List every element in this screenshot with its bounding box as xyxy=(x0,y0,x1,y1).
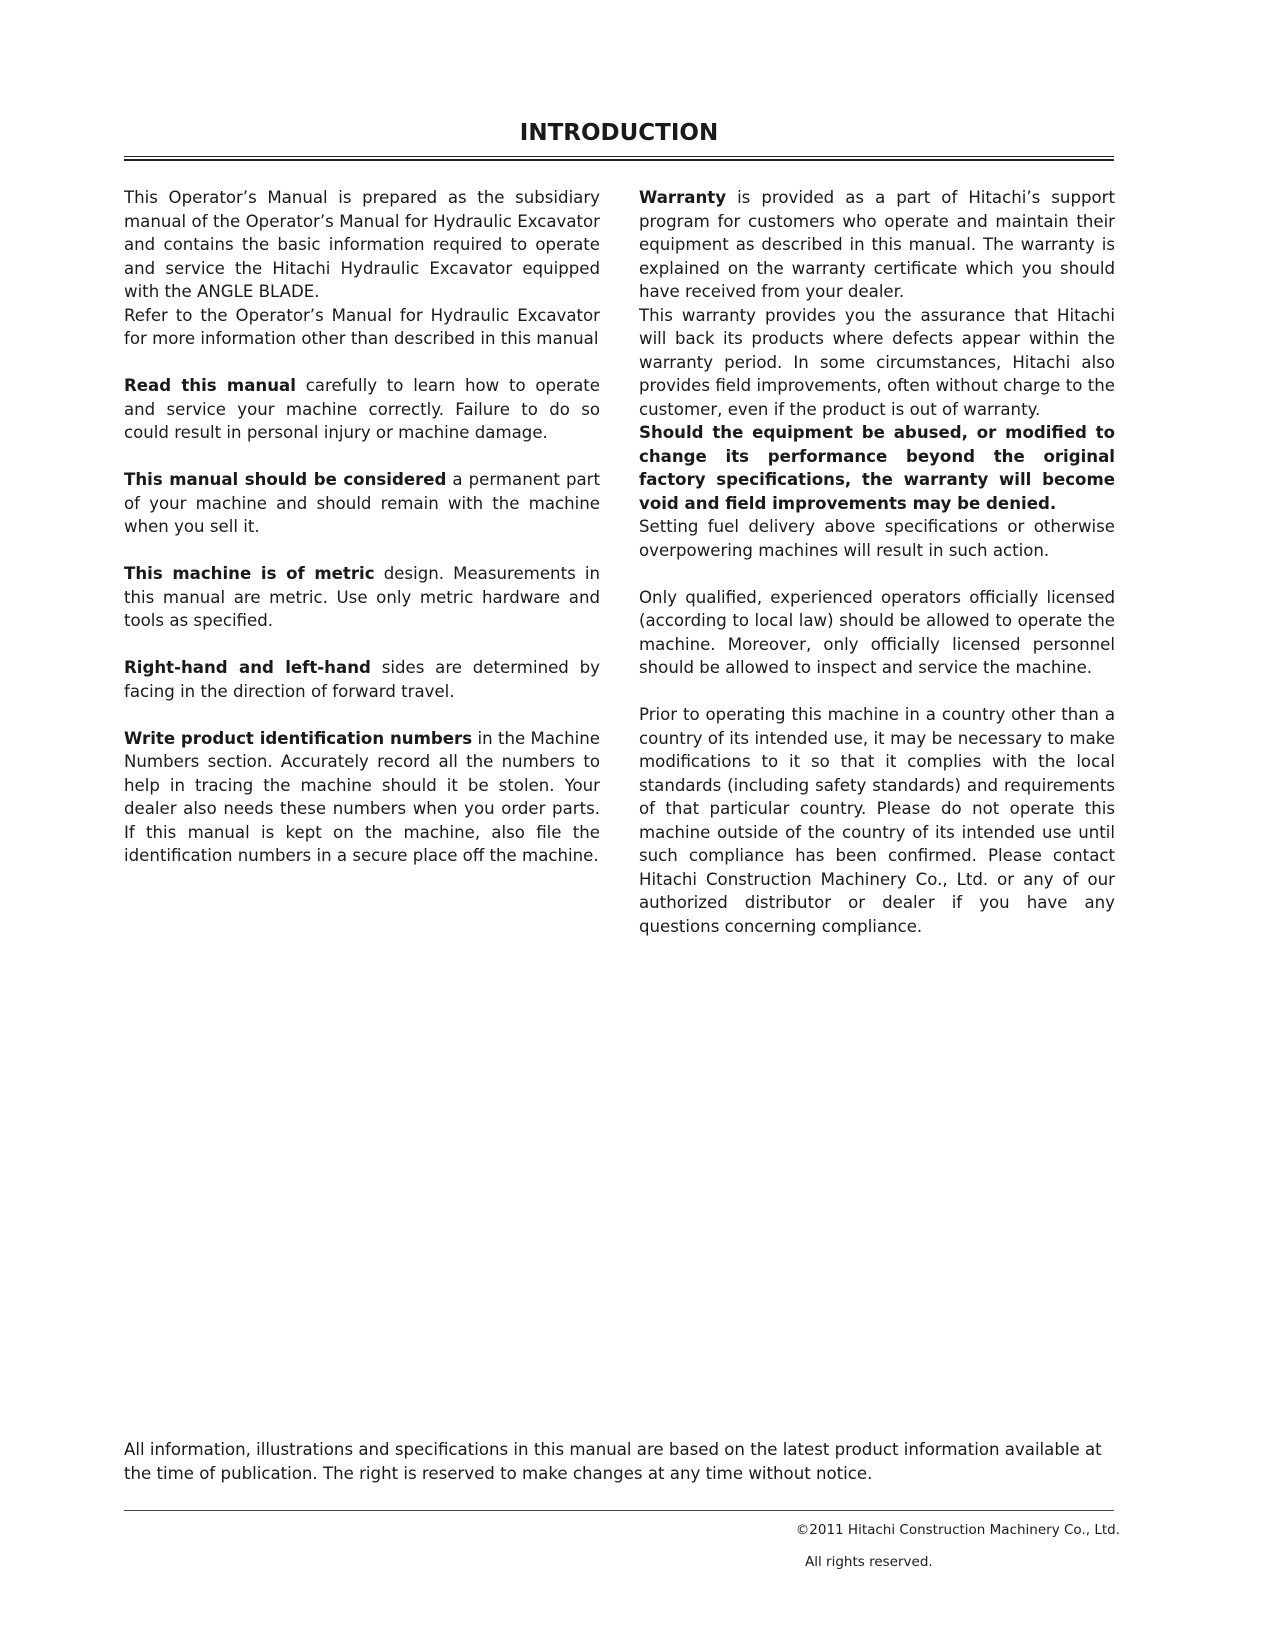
left-column xyxy=(124,186,600,891)
warranty-void-text: Should the equipment be abused, or modified to change its performance beyond the original factory specifications, the warranty will become void and field improvements may be denied. xyxy=(639,423,1115,513)
refer-text: Refer to the Operator’s Manual for Hydraulic Excavator for more information other than described in this manual xyxy=(124,305,600,348)
country-compliance-text: Prior to operating this machine in a country other than a country of its intended use, it may be necessary to make modifications to it so that it complies with the local standards (including safety standards) and requirements of that particular country. Please do not operate this machine outside of the country of its intended use until such compliance has been confirmed. Please contact Hitachi Construction Machinery Co., Ltd. or any of our authorized distributor or dealer if you have any questions concerning compliance. xyxy=(639,705,1115,936)
intro-paragraph xyxy=(124,186,600,304)
fuel-delivery-text: Setting fuel delivery above specifications or otherwise overpowering machines will result in such action. xyxy=(639,517,1115,560)
refer-paragraph xyxy=(124,304,600,351)
read-manual-paragraph xyxy=(124,374,600,445)
identification-paragraph xyxy=(124,727,600,868)
permanent-part-text: a permanent part of your machine and should remain with the machine when you sell it. xyxy=(124,470,600,536)
rights-reserved: All rights reserved. xyxy=(805,1554,933,1570)
permanent-part-paragraph xyxy=(124,468,600,539)
copyright-notice: ©2011 Hitachi Construction Machinery Co., Ltd. xyxy=(795,1522,1120,1538)
qualified-operators-paragraph xyxy=(639,586,1115,680)
country-compliance-paragraph xyxy=(639,703,1115,938)
metric-lead: This machine is of metric xyxy=(124,564,375,583)
sides-text: sides are determined by facing in the direction of forward travel. xyxy=(124,658,600,701)
intro-text: This Operator’s Manual is prepared as the subsidiary manual of the Operator’s Manual for Hydraulic Excavator and contains the basic information required to operate and service the Hitachi Hydraulic Excavator equipped with the ANGLE BLADE. xyxy=(124,188,600,301)
identification-lead: Write product identification numbers xyxy=(124,728,473,748)
permanent-part-lead: This manual should be considered xyxy=(124,470,447,489)
qualified-operators-text: Only qualified, experienced operators officially licensed (according to local law) should be allowed to operate the machine. Moreover, only officially licensed personnel should be allowed to inspect and service the machine. xyxy=(639,587,1115,677)
disclaimer-note: All information, illustrations and specifications in this manual are based on the latest product information available at the time of publication. The right is reserved to make changes at any time without notice. xyxy=(124,1440,1102,1483)
read-manual-text: carefully to learn how to operate and service your machine correctly. Failure to do so could result in personal injury or machine damage. xyxy=(124,376,600,442)
right-column xyxy=(639,186,1115,962)
metric-text: design. Measurements in this manual are metric. Use only metric hardware and tools as specified. xyxy=(124,564,600,630)
page-title: INTRODUCTION xyxy=(519,120,719,146)
warranty-assurance-paragraph xyxy=(639,304,1115,422)
sides-paragraph xyxy=(124,656,600,703)
identification-text: in the Machine Numbers section. Accurately record all the numbers to help in tracing the machine should it be stolen. Your dealer also needs these numbers when you order parts. If this manual is kept on the machine, also file the identification numbers in a secure place off the machine. xyxy=(124,728,600,865)
read-manual-lead: Read this manual xyxy=(124,376,296,395)
sides-lead: Right-hand and left-hand xyxy=(124,658,371,677)
warranty-lead: Warranty xyxy=(639,188,727,207)
title-double-rule xyxy=(124,156,1114,161)
fuel-delivery-paragraph xyxy=(639,515,1115,562)
warranty-text: is provided as a part of Hitachi’s support program for customers who operate and maintain their equipment as described in this manual. The warranty is explained on the warranty certificate which you should have received from your dealer. xyxy=(639,188,1115,301)
footer-rule xyxy=(124,1510,1114,1511)
metric-paragraph xyxy=(124,562,600,633)
warranty-paragraph xyxy=(639,186,1115,304)
warranty-void-paragraph xyxy=(639,421,1115,515)
warranty-assurance-text: This warranty provides you the assurance that Hitachi will back its products where defects appear within the warranty period. In some circumstances, Hitachi also provides field improvements, often without charge to the customer, even if the product is out of warranty. xyxy=(639,305,1115,419)
